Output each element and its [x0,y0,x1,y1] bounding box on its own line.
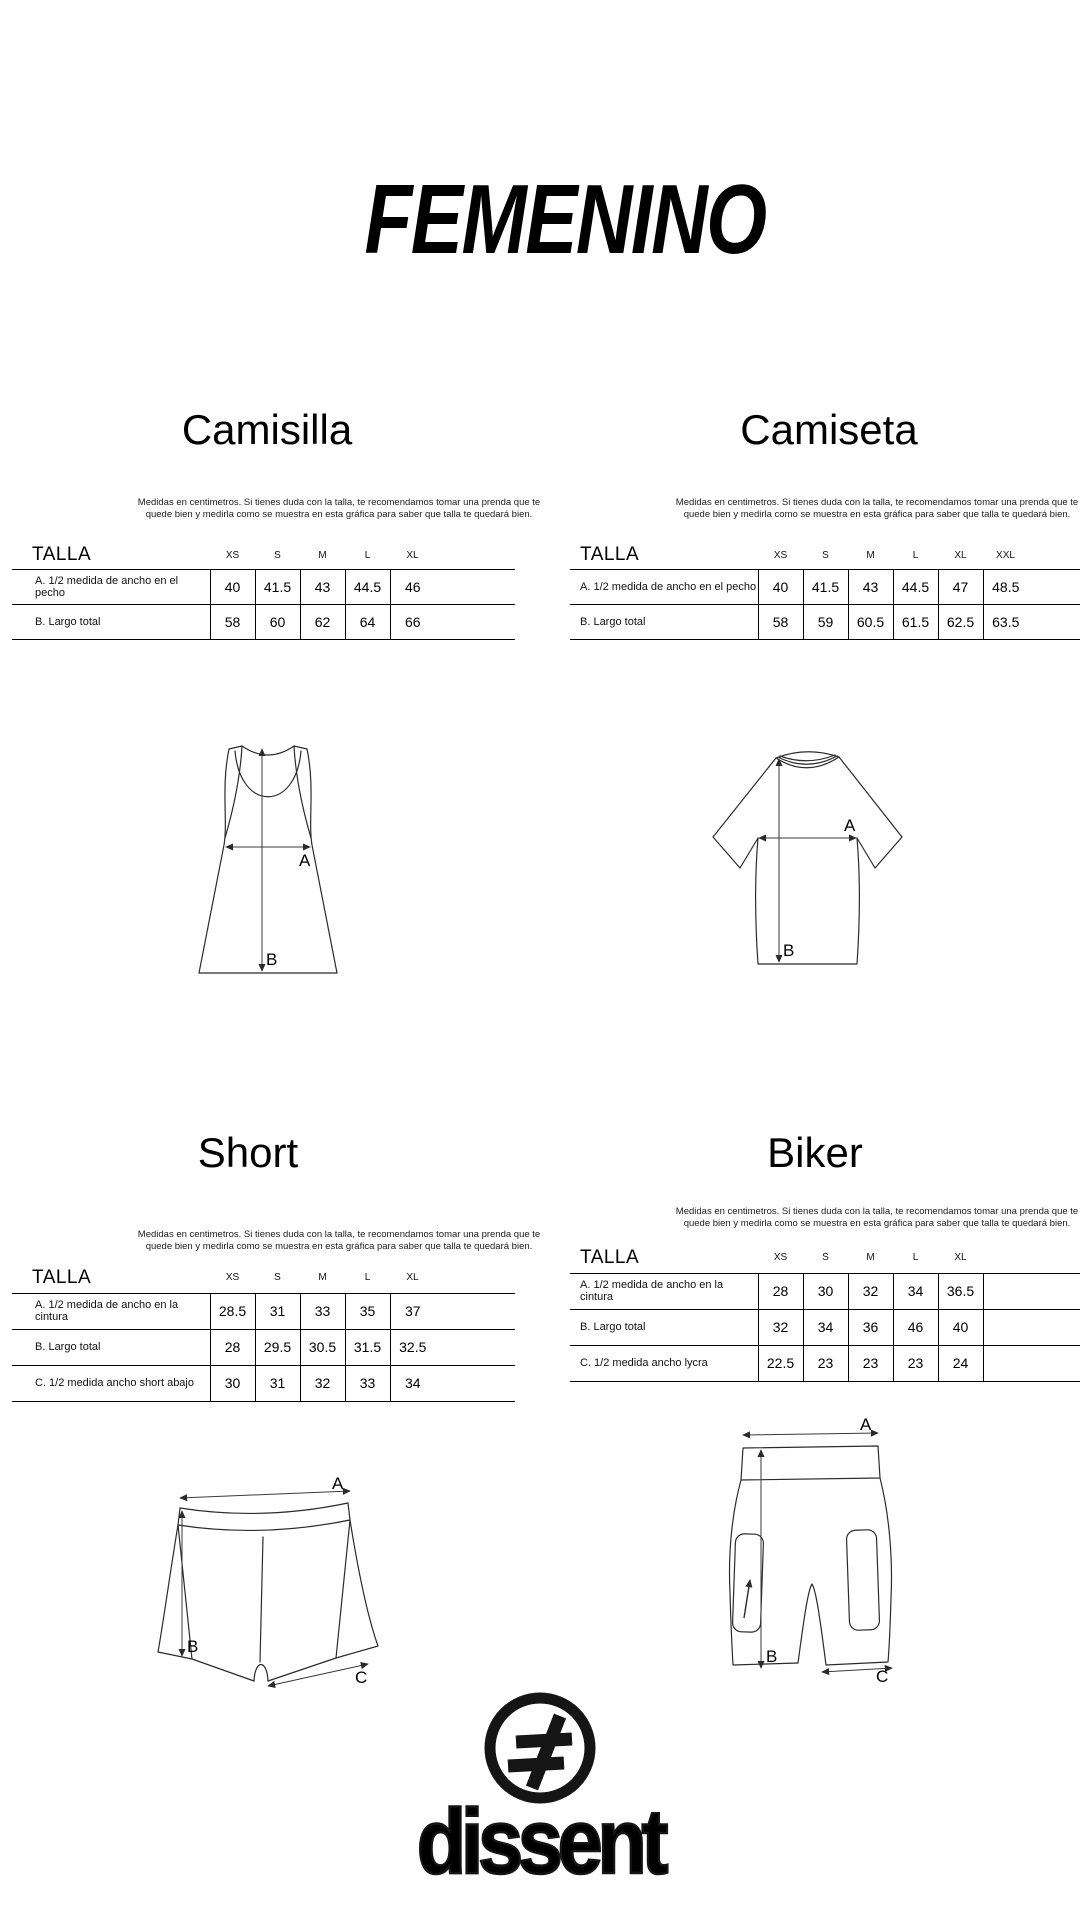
filler-cell [1028,604,1080,639]
cell-value [983,1273,1028,1309]
section-title-short: Short [197,1128,299,1176]
logo-wordmark: dissent [416,1791,664,1893]
cell-value: 44.5 [345,569,390,604]
cell-value: 23 [803,1345,848,1381]
filler-cell [1028,1273,1080,1309]
row-label: C. 1/2 medida ancho lycra [570,1345,758,1381]
cell-value: 36.5 [938,1273,983,1309]
filler-cell [435,1263,515,1293]
size-column-header: M [300,542,345,569]
row-label: B. Largo total [12,1329,210,1365]
cell-value: 32.5 [390,1329,435,1365]
size-disclaimer: Medidas en centimetros. Si tienes duda con la talla, te recomendamos tomar una prenda que te quede bien y medirla como se muestra en esta gráfica para saber que talla te quedará bien. [137,1228,541,1252]
filler-cell [1028,1243,1080,1273]
cell-value: 37 [390,1293,435,1329]
cell-value: 30 [210,1365,255,1401]
size-column-header: XS [210,542,255,569]
size-column-header: S [803,542,848,569]
table-header-row [12,542,515,569]
table-header-row [570,542,1080,569]
measure-line-a [180,1491,350,1498]
filler-cell [435,1365,515,1401]
measure-label-a: A [860,1415,872,1434]
cell-value: 29.5 [255,1329,300,1365]
measure-label-c: C [876,1667,889,1686]
table-row [12,604,515,639]
table-row [12,1293,515,1329]
filler-cell [1028,1309,1080,1345]
filler-cell [1028,542,1080,569]
biker-size-table [570,1243,1080,1382]
size-column-header: XL [390,542,435,569]
cell-value: 31 [255,1365,300,1401]
cell-value: 46 [390,569,435,604]
measure-label-a: A [332,1474,344,1493]
table-corner-label: TALLA [12,1263,210,1293]
cell-value: 43 [300,569,345,604]
section-title-biker: Biker [767,1128,863,1176]
cell-value: 22.5 [758,1345,803,1381]
cell-value: 33 [300,1293,345,1329]
cell-value: 46 [893,1309,938,1345]
section-biker [540,1085,1080,1705]
size-column-header: XL [390,1263,435,1293]
measure-line-c [268,1664,368,1686]
cell-value: 58 [210,604,255,639]
size-column-header: XS [758,542,803,569]
section-camiseta [540,360,1080,1085]
cell-value: 61.5 [893,604,938,639]
size-column-header [983,1243,1028,1273]
short-size-table [12,1263,515,1402]
measure-label-b: B [766,1647,778,1666]
table-row [570,1309,1080,1345]
size-column-header: L [893,1243,938,1273]
pocket-zip-arrow [744,1580,750,1618]
cell-value: 30.5 [300,1329,345,1365]
size-column-header: XL [938,1243,983,1273]
size-disclaimer: Medidas en centimetros. Si tienes duda con la talla, te recomendamos tomar una prenda que te quede bien y medirla como se muestra en esta gráfica para saber que talla te quedará bien. [675,1205,1079,1229]
row-label: A. 1/2 medida de ancho en la cintura [12,1293,210,1329]
cell-value: 28 [210,1329,255,1365]
table-row [12,569,515,604]
size-column-header: XS [210,1263,255,1293]
cell-value: 64 [345,604,390,639]
filler-cell [435,604,515,639]
size-column-header: XXL [983,542,1028,569]
cell-value: 62 [300,604,345,639]
measure-label-b: B [783,941,795,960]
size-disclaimer: Medidas en centimetros. Si tienes duda con la talla, te recomendamos tomar una prenda que te quede bien y medirla como se muestra en esta gráfica para saber que talla te quedará bien. [675,496,1079,520]
cell-value: 33 [345,1365,390,1401]
measure-label-a: A [299,851,311,870]
table-corner-label: TALLA [570,1243,758,1273]
table-row [12,1329,515,1365]
table-corner-label: TALLA [12,542,210,569]
row-label: B. Largo total [570,1309,758,1345]
cell-value: 31 [255,1293,300,1329]
camisilla-drawing [178,732,358,987]
filler-cell [1028,569,1080,604]
cell-value: 60.5 [848,604,893,639]
filler-cell [435,1293,515,1329]
cell-value: 40 [210,569,255,604]
camiseta-drawing [700,745,915,975]
camiseta-size-table [570,542,1080,640]
cell-value: 58 [758,604,803,639]
cell-value: 35 [345,1293,390,1329]
size-column-header: XS [758,1243,803,1273]
table-header-row [12,1263,515,1293]
section-short [0,1085,540,1705]
table-row [570,1345,1080,1381]
size-column-header: L [345,542,390,569]
row-label: B. Largo total [12,604,210,639]
cell-value: 47 [938,569,983,604]
filler-cell [1028,1345,1080,1381]
size-column-header: L [345,1263,390,1293]
not-equal-icon [482,1690,598,1806]
measure-line-a [743,1433,878,1435]
measure-label-a: A [844,816,856,835]
biker-drawing [700,1415,910,1686]
cell-value: 32 [848,1273,893,1309]
size-disclaimer: Medidas en centimetros. Si tienes duda con la talla, te recomendamos tomar una prenda que te quede bien y medirla como se muestra en esta gráfica para saber que talla te quedará bien. [137,496,541,520]
cell-value: 66 [390,604,435,639]
cell-value: 60 [255,604,300,639]
cell-value: 28 [758,1273,803,1309]
short-drawing [150,1474,385,1696]
table-row [12,1365,515,1401]
cell-value: 34 [893,1273,938,1309]
cell-value: 62.5 [938,604,983,639]
row-label: C. 1/2 medida ancho short abajo [12,1365,210,1401]
size-column-header: XL [938,542,983,569]
cell-value: 41.5 [803,569,848,604]
measure-label-b: B [187,1637,199,1656]
cell-value: 34 [803,1309,848,1345]
section-camisilla [0,360,540,1085]
left-pocket [732,1534,763,1633]
cell-value: 41.5 [255,569,300,604]
cell-value: 40 [938,1309,983,1345]
table-row [570,569,1080,604]
size-column-header: M [848,1243,893,1273]
cell-value [983,1309,1028,1345]
measure-label-b: B [266,950,278,969]
row-label: B. Largo total [570,604,758,639]
cell-value: 40 [758,569,803,604]
cell-value: 34 [390,1365,435,1401]
cell-value: 31.5 [345,1329,390,1365]
table-row [570,1273,1080,1309]
size-column-header: S [803,1243,848,1273]
size-column-header: M [300,1263,345,1293]
cell-value: 43 [848,569,893,604]
table-row [570,604,1080,639]
cell-value: 44.5 [893,569,938,604]
cell-value: 32 [758,1309,803,1345]
right-pocket [846,1530,879,1631]
filler-cell [435,569,515,604]
cell-value: 28.5 [210,1293,255,1329]
row-label: A. 1/2 medida de ancho en el pecho [570,569,758,604]
table-header-row [570,1243,1080,1273]
size-column-header: S [255,542,300,569]
row-label: A. 1/2 medida de ancho en el pecho [12,569,210,604]
filler-cell [435,1329,515,1365]
size-column-header: M [848,542,893,569]
section-title-camisilla: Camisilla [181,405,353,453]
size-column-header: S [255,1263,300,1293]
cell-value: 36 [848,1309,893,1345]
cell-value: 63.5 [983,604,1028,639]
cell-value [983,1345,1028,1381]
camisilla-size-table [12,542,515,640]
cell-value: 24 [938,1345,983,1381]
dissent-logo [0,1690,1080,1893]
filler-cell [435,542,515,569]
cell-value: 32 [300,1365,345,1401]
measure-label-c: C [355,1668,368,1687]
cell-value: 23 [848,1345,893,1381]
cell-value: 59 [803,604,848,639]
row-label: A. 1/2 medida de ancho en la cintura [570,1273,758,1309]
cell-value: 23 [893,1345,938,1381]
size-column-header: L [893,542,938,569]
cell-value: 30 [803,1273,848,1309]
table-corner-label: TALLA [570,542,758,569]
cell-value: 48.5 [983,569,1028,604]
page-title: FEMENINO [364,163,766,274]
section-title-camiseta: Camiseta [740,405,918,453]
